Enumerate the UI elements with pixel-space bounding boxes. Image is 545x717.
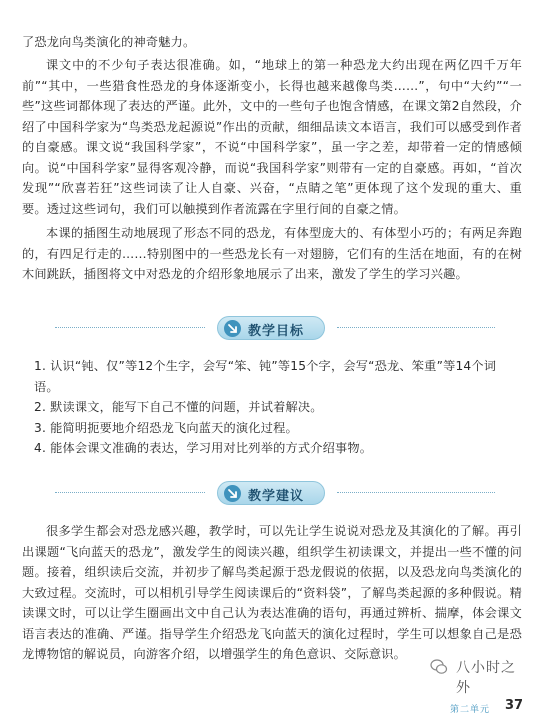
unit-label: 第二单元: [450, 705, 491, 715]
body-paragraph-expression: 课文中的不少句子表达很准确。如，“地球上的第一种恐龙大约出现在两亿四千万年前”“其中，一些猎食性恐龙的身体逐渐变小，长得也越来越像鸟类……”，句中“大约”“一些”这些词都体现了表达的严谨。此外，文中的一些句子也饱含情感，在课文第2自然段，介绍了中国科学家为“鸟类恐龙起源说”作出的贡献，细细品读文本语言，我们可以感受到作者的自豪感。课文说“我国科学家”，不说“中国科学家”，虽一字之差，却带着一定的情感倾向。说“中国科学家”显得客观冷静，而说“我国科学家”则带有一定的自豪感。再如，“首次发现”“欣喜若狂”这些词读了让人自豪、兴奋，“点睛之笔”更体现了这个发现的重大、重要。透过这些词句，我们可以触摸到作者流露在字里行间的自豪之情。: [22, 58, 522, 216]
dotted-divider-left: [55, 327, 205, 328]
wechat-logo-icon: [430, 658, 448, 676]
teaching-goals-list: [34, 356, 514, 459]
dotted-divider-left: [55, 492, 205, 493]
section-title: 教学建议: [248, 489, 305, 504]
section-header-teaching-suggestions: [55, 481, 495, 505]
watermark: [430, 654, 530, 696]
body-paragraph-suggestions: 很多学生都会对恐龙感兴趣，教学时，可以先让学生说说对恐龙及其演化的了解。再引出课题“飞向蓝天的恐龙”，激发学生的阅读兴趣，组织学生初读课文，并提出一些不懂的问题。接着，组织读后交流，并初步了解鸟类起源于恐龙假说的依据，以及恐龙向鸟类演化的大致过程。交流时，可以相机引导学生阅读课后的“资料袋”，了解鸟类起源的多种假说。精读课文时，可以让学生圈画出文中自己认为表达准确的语句，再通过辨析、揣摩，体会课文语言表达的准确、严谨。指导学生介绍恐龙飞向蓝天的演化过程时，学生可以想象自己是恐龙博物馆的解说员，向游客介绍，以增强学生的角色意识、交际意识。: [22, 524, 522, 661]
body-paragraph-illustration: 本课的插图生动地展现了形态不同的恐龙，有体型庞大的、有体型小巧的；有两足奔跑的，有四足行走的……特别图中的一些恐龙长有一对翅膀，它们有的生活在地面，有的在树木间跳跃，插图将文中对恐龙的介绍形象地展示了出来，激发了学生的学习兴趣。: [22, 226, 522, 281]
section-title: 教学目标: [248, 324, 305, 339]
section-header-teaching-goals: [55, 316, 495, 340]
watermark-text: 八小时之外: [456, 660, 516, 696]
dotted-divider-right: [337, 327, 495, 328]
list-item: 1. 认识“钝、仅”等12个生字，会写“笨、钝”等15个字，会写“恐龙、笨重”等14个词语。: [34, 359, 497, 394]
page-number: 37: [505, 698, 524, 713]
list-item: 2. 默读课文，能写下自己不懂的问题，并试着解决。: [34, 400, 323, 414]
body-paragraph-continued: 了恐龙向鸟类演化的神奇魅力。: [22, 35, 196, 49]
section-badge: [217, 481, 325, 505]
list-item: 3. 能简明扼要地介绍恐龙飞向蓝天的演化过程。: [34, 420, 298, 435]
arrow-down-right-icon: [224, 485, 241, 502]
section-badge: [217, 316, 325, 340]
dotted-divider-right: [337, 492, 495, 493]
arrow-down-right-icon: [224, 320, 241, 337]
list-item: 4. 能体会课文准确的表达，学习用对比列举的方式介绍事物。: [34, 441, 373, 455]
